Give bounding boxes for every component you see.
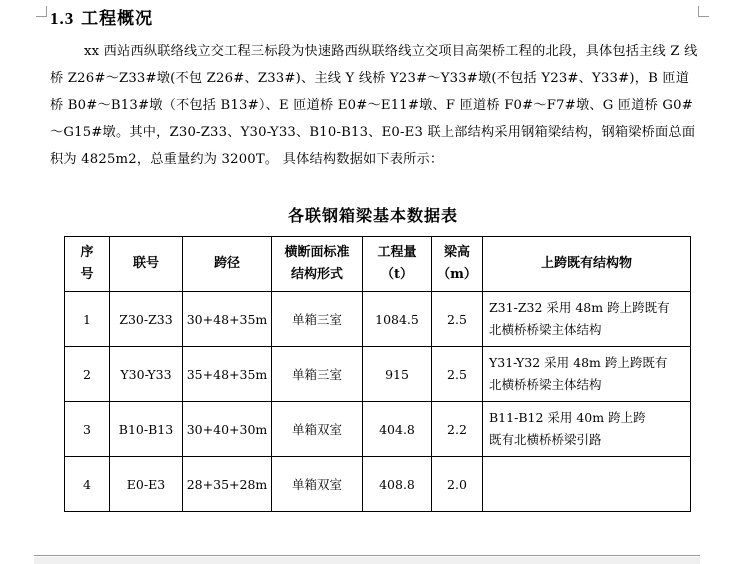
table-row	[65, 457, 691, 512]
cell-section: 单箱双室	[272, 457, 363, 512]
page-bottom-rule	[34, 555, 700, 556]
cell-seq: 1	[65, 292, 110, 347]
cell-lian: E0-E3	[110, 457, 183, 512]
cell-weight: 915	[363, 347, 432, 402]
cell-section: 单箱三室	[272, 347, 363, 402]
cell-section: 单箱三室	[272, 292, 363, 347]
header-girder-height: 梁高 （m）	[432, 237, 483, 292]
cell-height: 2.0	[432, 457, 483, 512]
cell-seq: 3	[65, 402, 110, 457]
cell-span: 35+48+35m	[183, 347, 272, 402]
cell-lian: B10-B13	[110, 402, 183, 457]
table-title: 各联钢箱梁基本数据表	[287, 206, 458, 225]
cell-structure: Y31-Y32 采用 48m 跨上跨既有 北横桥桥梁主体结构	[483, 347, 691, 402]
cell-height: 2.5	[432, 347, 483, 402]
table-row	[65, 292, 691, 347]
cell-span: 30+48+35m	[183, 292, 272, 347]
cell-lian: Z30-Z33	[110, 292, 183, 347]
header-crossed-structure: 上跨既有结构物	[483, 237, 691, 292]
cell-span: 28+35+28m	[183, 457, 272, 512]
header-lian: 联号	[110, 237, 183, 292]
page-bottom-gap	[34, 557, 700, 564]
table-row	[65, 347, 691, 402]
table-header-row	[65, 237, 691, 292]
overview-paragraph: xx 西站西纵联络线立交工程三标段为快速路西纵联络线立交项目高架桥工程的北段，具体包括主线 Z 线桥 Z26#～Z33#墩(不包 Z26#、Z33#)、主线 Y 线桥 Y23#～Y33#墩(不包括 Y23#、Y33#)，B 匝道桥 B0#～B13#墩（不包括 B13#）、E 匝道桥 E0#～E11#墩、F 匝道桥 F0#～F7#墩、G 匝道桥 G0#～G15#墩。其中，Z30-Z33、Y30-Y33、B10-B13、E0-E3 联上部结构采用钢箱梁结构，钢箱梁桥面总面积为 4825m2，总重量约为 3200T。 具体结构数据如下表所示：	[50, 44, 698, 167]
cell-height: 2.5	[432, 292, 483, 347]
margin-corner-mark	[36, 6, 47, 17]
cell-weight: 1084.5	[363, 292, 432, 347]
header-section-type: 横断面标准 结构形式	[272, 237, 363, 292]
cell-height: 2.2	[432, 402, 483, 457]
header-span: 跨径	[183, 237, 272, 292]
section-heading	[50, 4, 153, 29]
cell-seq: 4	[65, 457, 110, 512]
header-seq: 序 号	[65, 237, 110, 292]
cell-seq: 2	[65, 347, 110, 402]
cell-structure	[483, 457, 691, 512]
steel-box-girder-table	[64, 236, 691, 512]
cell-structure: B11-B12 采用 40m 跨上跨 既有北横桥桥梁引路	[483, 402, 691, 457]
margin-corner-mark	[698, 6, 709, 17]
cell-lian: Y30-Y33	[110, 347, 183, 402]
section-number: 1.3	[50, 9, 75, 28]
header-weight: 工程量 （t）	[363, 237, 432, 292]
cell-structure: Z31-Z32 采用 48m 跨上跨既有 北横桥桥梁主体结构	[483, 292, 691, 347]
table-row	[65, 402, 691, 457]
cell-weight: 404.8	[363, 402, 432, 457]
cell-section: 单箱双室	[272, 402, 363, 457]
section-title: 工程概况	[81, 9, 154, 29]
cell-weight: 408.8	[363, 457, 432, 512]
cell-span: 30+40+30m	[183, 402, 272, 457]
